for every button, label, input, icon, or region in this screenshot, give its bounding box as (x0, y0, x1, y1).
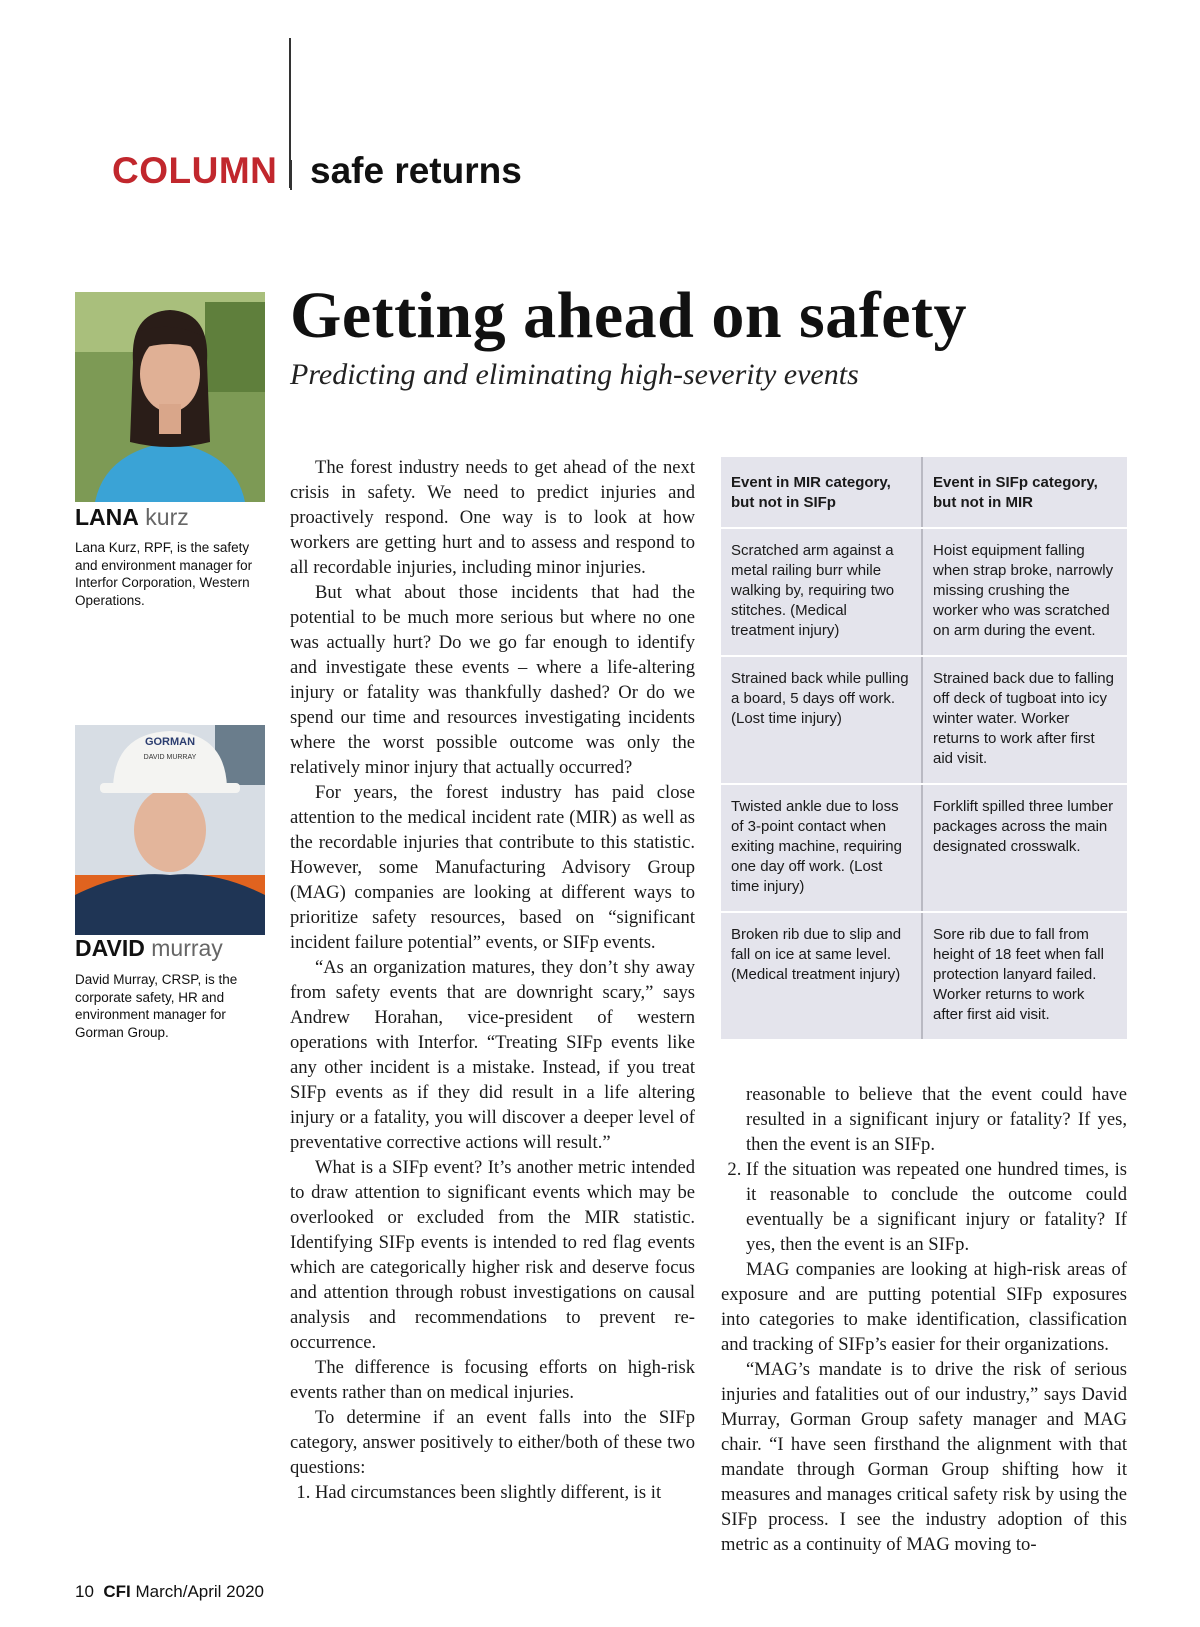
table-cell: Hoist equipment falling when strap broke, narrowly missing crushing the worker who was scratched on arm during the event. (922, 528, 1127, 656)
helmet-name-text: DAVID MURRAY (143, 754, 197, 761)
article-headline: Getting ahead on safety (290, 279, 967, 352)
magazine-name: CFI (103, 1582, 131, 1601)
list-item: 2. If the situation was repeated one hundred times, is it reasonable to conclude the outcome could eventually be a significant injury or fatality? If yes, then the event is an SIFp. (746, 1157, 1127, 1257)
table-cell: Strained back while pulling a board, 5 days off work. (Lost time injury) (721, 656, 922, 784)
list-item: 1. Had circumstances been slightly different, is it (315, 1480, 695, 1505)
article-deck: Predicting and eliminating high-severity events (290, 358, 859, 391)
portrait-lana-image (75, 292, 265, 502)
table-cell: Forklift spilled three lumber packages across the main designated crosswalk. (922, 784, 1127, 912)
paragraph: “As an organization matures, they don’t shy away from safety events that are downright scary,” says Andrew Horahan, vice-president of western operations with Interfor. “Treating SIFp events like any other incident is a mistake. Instead, if you treat SIFp events as if they did result in a life altering injury or a fatality, you will discover a deeper level of preventative corrective actions will result.” (290, 957, 695, 1153)
paragraph: To determine if an event falls into the SIFp category, answer positively to either/both of these two questions: (290, 1407, 695, 1478)
body-column-1 (290, 455, 695, 1505)
table-row (721, 656, 1127, 784)
issue-date: March/April 2020 (135, 1582, 265, 1601)
table-header-cell: Event in SIFp category, but not in MIR (922, 457, 1127, 528)
table-row (721, 528, 1127, 656)
list-item-continuation: reasonable to believe that the event could have resulted in a significant injury or fatality? If yes, then the event is an SIFp. (746, 1084, 1127, 1155)
table-cell: Broken rib due to slip and fall on ice at same level. (Medical treatment injury) (721, 912, 922, 1040)
table-cell: Twisted ankle due to loss of 3-point contact when exiting machine, requiring one day off work. (Lost time injury) (721, 784, 922, 912)
author-name-david (75, 935, 223, 962)
table-header-row (721, 457, 1127, 528)
author-photo-lana (75, 292, 265, 502)
table-header-cell: Event in MIR category, but not in SIFp (721, 457, 922, 528)
author-last-name: murray (151, 935, 223, 961)
table-cell: Strained back due to falling off deck of tugboat into icy winter water. Worker returns to work after first aid visit. (922, 656, 1127, 784)
mir-vs-sifp-table (721, 457, 1127, 1041)
section-separator (290, 160, 292, 190)
page-number: 10 (75, 1582, 94, 1601)
table-row (721, 912, 1127, 1040)
author-first-name: LANA (75, 504, 139, 530)
paragraph: The difference is focusing efforts on high-risk events rather than on medical injuries. (290, 1357, 695, 1403)
helmet-logo-text: GORMAN (144, 736, 196, 748)
paragraph: “MAG’s mandate is to drive the risk of serious injuries and fatalities out of our industry,” says David Murray, Gorman Group safety manager and MAG chair. “I have seen firsthand the alignment with that mandate through Gorman Group shifting how it measures and manages critical safety risk by using the SIFp process. I see the industry adoption of this metric as a continuity of MAG moving to- (721, 1359, 1127, 1555)
criteria-list-part2 (721, 1157, 1127, 1257)
paragraph: For years, the forest industry has paid close attention to the medical incident rate (MIR) as well as the recordable injuries that contribute to this statistic. However, some Manufacturing Advisory Group (MAG) companies are looking at different ways to prioritize safety resources, based on “significant incident failure potential” events, or SIFp events. (290, 782, 695, 953)
column-name: safe returns (310, 150, 522, 191)
author-bio-lana: Lana Kurz, RPF, is the safety and environment manager for Interfor Corporation, Western Operations. (75, 540, 253, 608)
page-footer (75, 1582, 264, 1602)
table-cell: Scratched arm against a metal railing burr while walking by, requiring two stitches. (Medical treatment injury) (721, 528, 922, 656)
author-last-name: kurz (145, 504, 189, 530)
portrait-david-image (75, 725, 265, 935)
paragraph: The forest industry needs to get ahead of the next crisis in safety. We need to predict injuries and proactively respond. One way is to look at how workers are getting hurt and to assess and respond to all recordable injuries, including minor injuries. (290, 457, 695, 578)
author-bio-david: David Murray, CRSP, is the corporate safety, HR and environment manager for Gorman Group. (75, 972, 238, 1040)
body-column-2 (721, 1082, 1127, 1557)
paragraph: But what about those incidents that had the potential to be much more serious but where no one was actually hurt? Do we go far enough to identify and investigate these events – where a life-altering injury or fatality was thankfully dashed? Or do we spend our time and resources investigating incidents where the worst possible outcome was only the relatively minor injury that actually occurred? (290, 582, 695, 778)
table-cell: Sore rib due to fall from height of 18 feet when fall protection lanyard failed. Worker returns to work after first aid visit. (922, 912, 1127, 1040)
criteria-list-part1 (290, 1480, 695, 1505)
author-name-lana (75, 504, 189, 531)
table-row (721, 784, 1127, 912)
author-first-name: DAVID (75, 935, 145, 961)
section-label: COLUMN (112, 150, 278, 191)
paragraph: MAG companies are looking at high-risk areas of exposure and are putting potential SIFp exposures into categories to make identification, classification and tracking of SIFp’s easier for their organizations. (721, 1259, 1127, 1355)
paragraph: What is a SIFp event? It’s another metric intended to draw attention to significant events which may be overlooked or excluded from the MIR statistic. Identifying SIFp events is intended to red flag events which are categorically higher risk and deserve focus and attention through robust investigations on causal analysis and recommendations to prevent re-occurrence. (290, 1157, 695, 1353)
author-photo-david (75, 725, 265, 935)
